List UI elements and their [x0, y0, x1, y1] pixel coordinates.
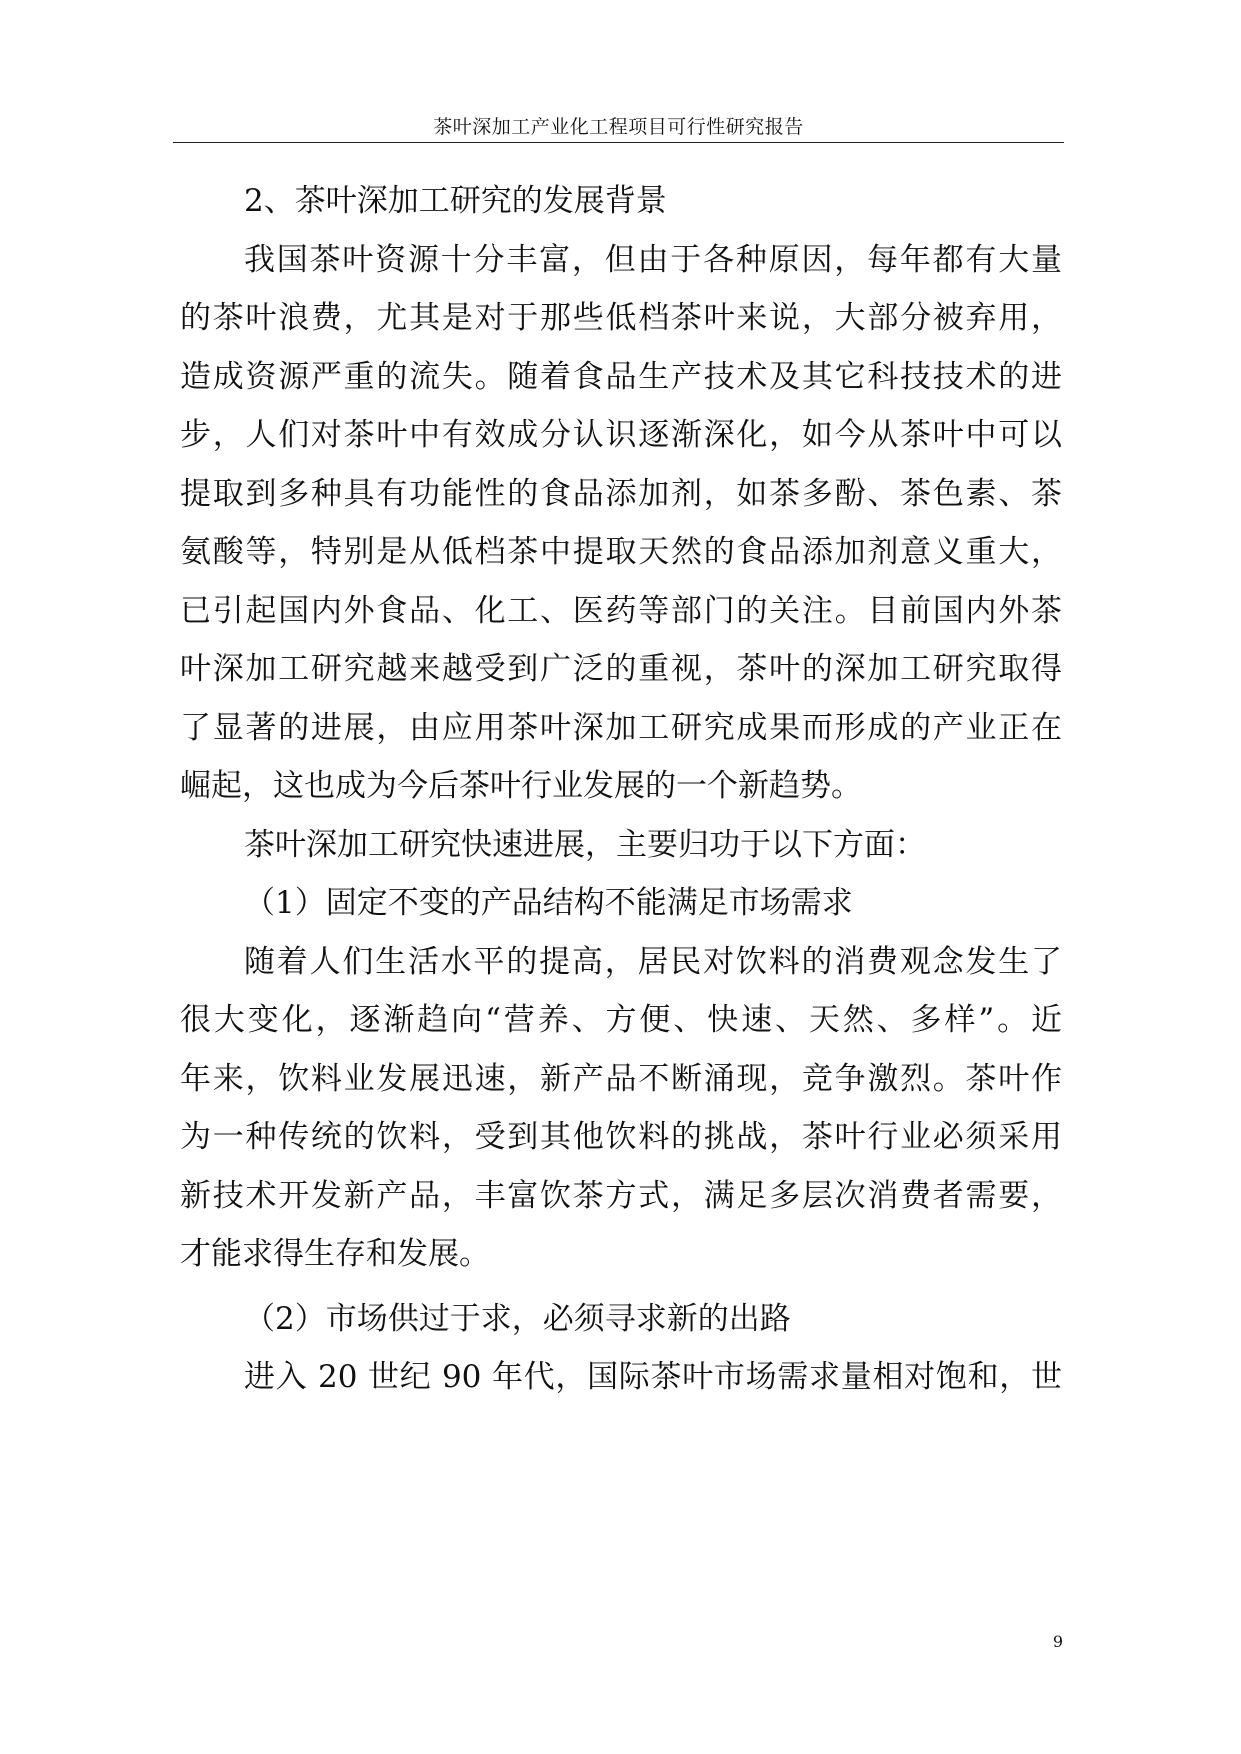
paragraph-line: 我国茶叶资源十分丰富，但由于各种原因，每年都有大量 — [244, 241, 1062, 278]
paragraph-line: 已引起国内外食品、化工、医药等部门的关注。目前国内外茶 — [180, 592, 1062, 629]
document-body — [180, 172, 1062, 1407]
subsection-heading-1: （1）固定不变的产品结构不能满足市场需求 — [244, 885, 853, 921]
header-divider — [173, 142, 1064, 143]
page-number: 9 — [1052, 1632, 1064, 1651]
paragraph-line: 进入 20 世纪 90 年代，国际茶叶市场需求量相对饱和，世 — [244, 1359, 1062, 1395]
paragraph-line: 造成资源严重的流失。随着食品生产技术及其它科技技术的进 — [180, 358, 1062, 395]
paragraph-line: 提取到多种具有功能性的食品添加剂，如茶多酚、茶色素、茶 — [180, 475, 1062, 512]
paragraph-line: 叶深加工研究越来越受到广泛的重视，茶叶的深加工研究取得 — [180, 651, 1062, 687]
section-heading: 2、茶叶深加工研究的发展背景 — [244, 183, 667, 219]
paragraph-line: 很大变化，逐渐趋向“营养、方便、快速、天然、多样”。近 — [180, 1002, 1062, 1038]
paragraph-line: 为一种传统的饮料，受到其他饮料的挑战，茶叶行业必须采用 — [180, 1119, 1062, 1155]
paragraph-line: 年来，饮料业发展迅速，新产品不断涌现，竞争激烈。茶叶作 — [180, 1060, 1062, 1097]
paragraph-line: 崛起，这也成为今后茶叶行业发展的一个新趋势。 — [180, 768, 862, 804]
paragraph-line: 步，人们对茶叶中有效成分认识逐渐深化，如今从茶叶中可以 — [180, 417, 1062, 453]
paragraph-line: 的茶叶浪费，尤其是对于那些低档茶叶来说，大部分被弃用， — [180, 300, 1062, 336]
paragraph-line: 随着人们生活水平的提高，居民对饮料的消费观念发生了 — [244, 943, 1062, 980]
paragraph-line: 才能求得生存和发展。 — [180, 1236, 490, 1272]
paragraph-line: 了显著的进展，由应用茶叶深加工研究成果而形成的产业正在 — [180, 709, 1062, 746]
paragraph-line: 氨酸等，特别是从低档茶中提取天然的食品添加剂意义重大， — [180, 534, 1062, 570]
subsection-heading-2: （2）市场供过于求，必须寻求新的出路 — [244, 1300, 791, 1337]
paragraph-line: 茶叶深加工研究快速进展，主要归功于以下方面： — [244, 826, 926, 863]
paragraph-line: 新技术开发新产品，丰富饮茶方式，满足多层次消费者需要， — [180, 1177, 1062, 1214]
running-header: 茶叶深加工产业化工程项目可行性研究报告 — [433, 116, 804, 138]
